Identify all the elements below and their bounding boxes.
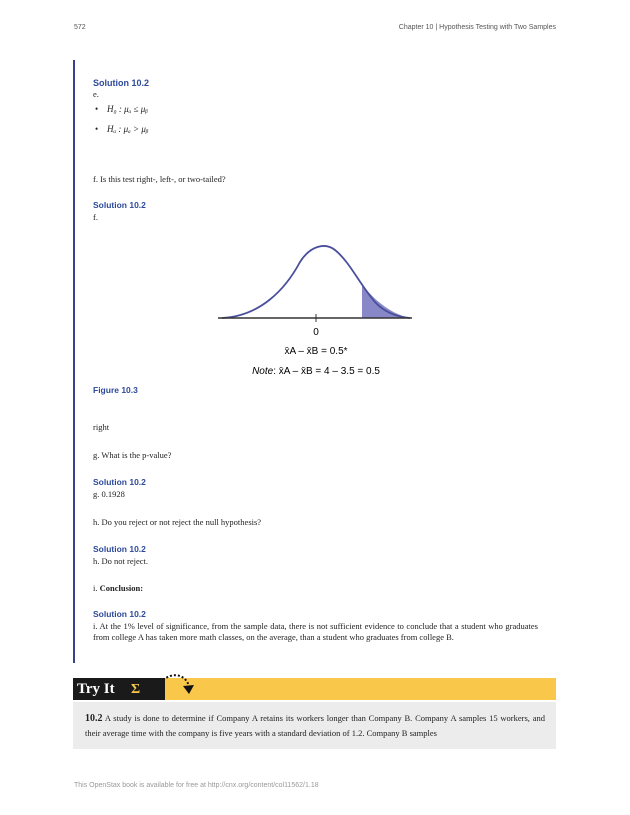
try-it-bar: [73, 678, 556, 700]
page-number: 572: [74, 24, 86, 31]
try-it-problem: [85, 711, 545, 740]
solution-title-i: Solution 10.2: [93, 609, 146, 619]
part-i-prefix: i.: [93, 583, 100, 593]
part-g-question: g. What is the p-value?: [93, 450, 172, 460]
solution-title-h: Solution 10.2: [93, 544, 146, 554]
part-e-letter: e.: [93, 89, 99, 99]
part-h-answer: h. Do not reject.: [93, 556, 148, 566]
try-it-body: A study is done to determine if Company A retains its workers longer than Company B. Company A samples 15 workers, and their average time with the company is five years with a standard deviation of 1.2. Company B samples: [85, 713, 545, 738]
try-it-number: 10.2: [85, 713, 103, 724]
part-g-answer: g. 0.1928: [93, 489, 125, 499]
note-line: [252, 366, 380, 377]
solution-title-g: Solution 10.2: [93, 477, 146, 487]
note-prefix: Note: [252, 366, 274, 377]
solution-content: [93, 78, 538, 144]
right-answer: right: [93, 422, 110, 432]
conclusion-label: Conclusion:: [99, 583, 144, 593]
footer: This OpenStax book is available for free at http://cnx.org/content/col11562/1.18: [74, 782, 319, 789]
null-hypothesis: • H₀ : μₐ ≤ μᵦ: [107, 104, 538, 115]
solution-rule: [73, 60, 75, 663]
part-i-answer: i. At the 1% level of significance, from the sample data, there is not sufficient evidence to conclude that a student who graduates from college A has taken more math classes, on the average, than a student who graduates from college B.: [93, 621, 538, 642]
part-h-question: h. Do you reject or not reject the null hypothesis?: [93, 517, 262, 527]
chapter-header: Chapter 10 | Hypothesis Testing with Two Samples: [398, 24, 556, 31]
right-tail-shade: [362, 284, 410, 318]
part-i-question: [93, 583, 143, 594]
try-it-label: [73, 678, 165, 700]
zero-label: 0: [313, 327, 319, 338]
try-it-text: Try It: [77, 681, 115, 697]
figure-caption: Figure 10.3: [93, 385, 138, 395]
x-axis-label: x̄A – x̄B = 0.5*: [284, 346, 348, 357]
hypotheses-list: [93, 104, 538, 135]
sigma-icon: Σ: [131, 682, 141, 697]
part-f-question: f. Is this test right-, left-, or two-tailed?: [93, 174, 226, 184]
solution-title-e: Solution 10.2: [93, 78, 150, 88]
solution-title-f: Solution 10.2: [93, 200, 146, 210]
note-text: : x̄A – x̄B = 4 – 3.5 = 0.5: [273, 366, 380, 377]
part-f-letter: f.: [93, 212, 98, 222]
try-it-box: [73, 702, 556, 749]
dotted-arrow-icon: [161, 672, 197, 700]
normal-curve: [222, 246, 410, 318]
alt-hypothesis: • Hₐ : μₐ > μᵦ: [107, 124, 538, 135]
normal-curve-graph: [200, 230, 430, 380]
